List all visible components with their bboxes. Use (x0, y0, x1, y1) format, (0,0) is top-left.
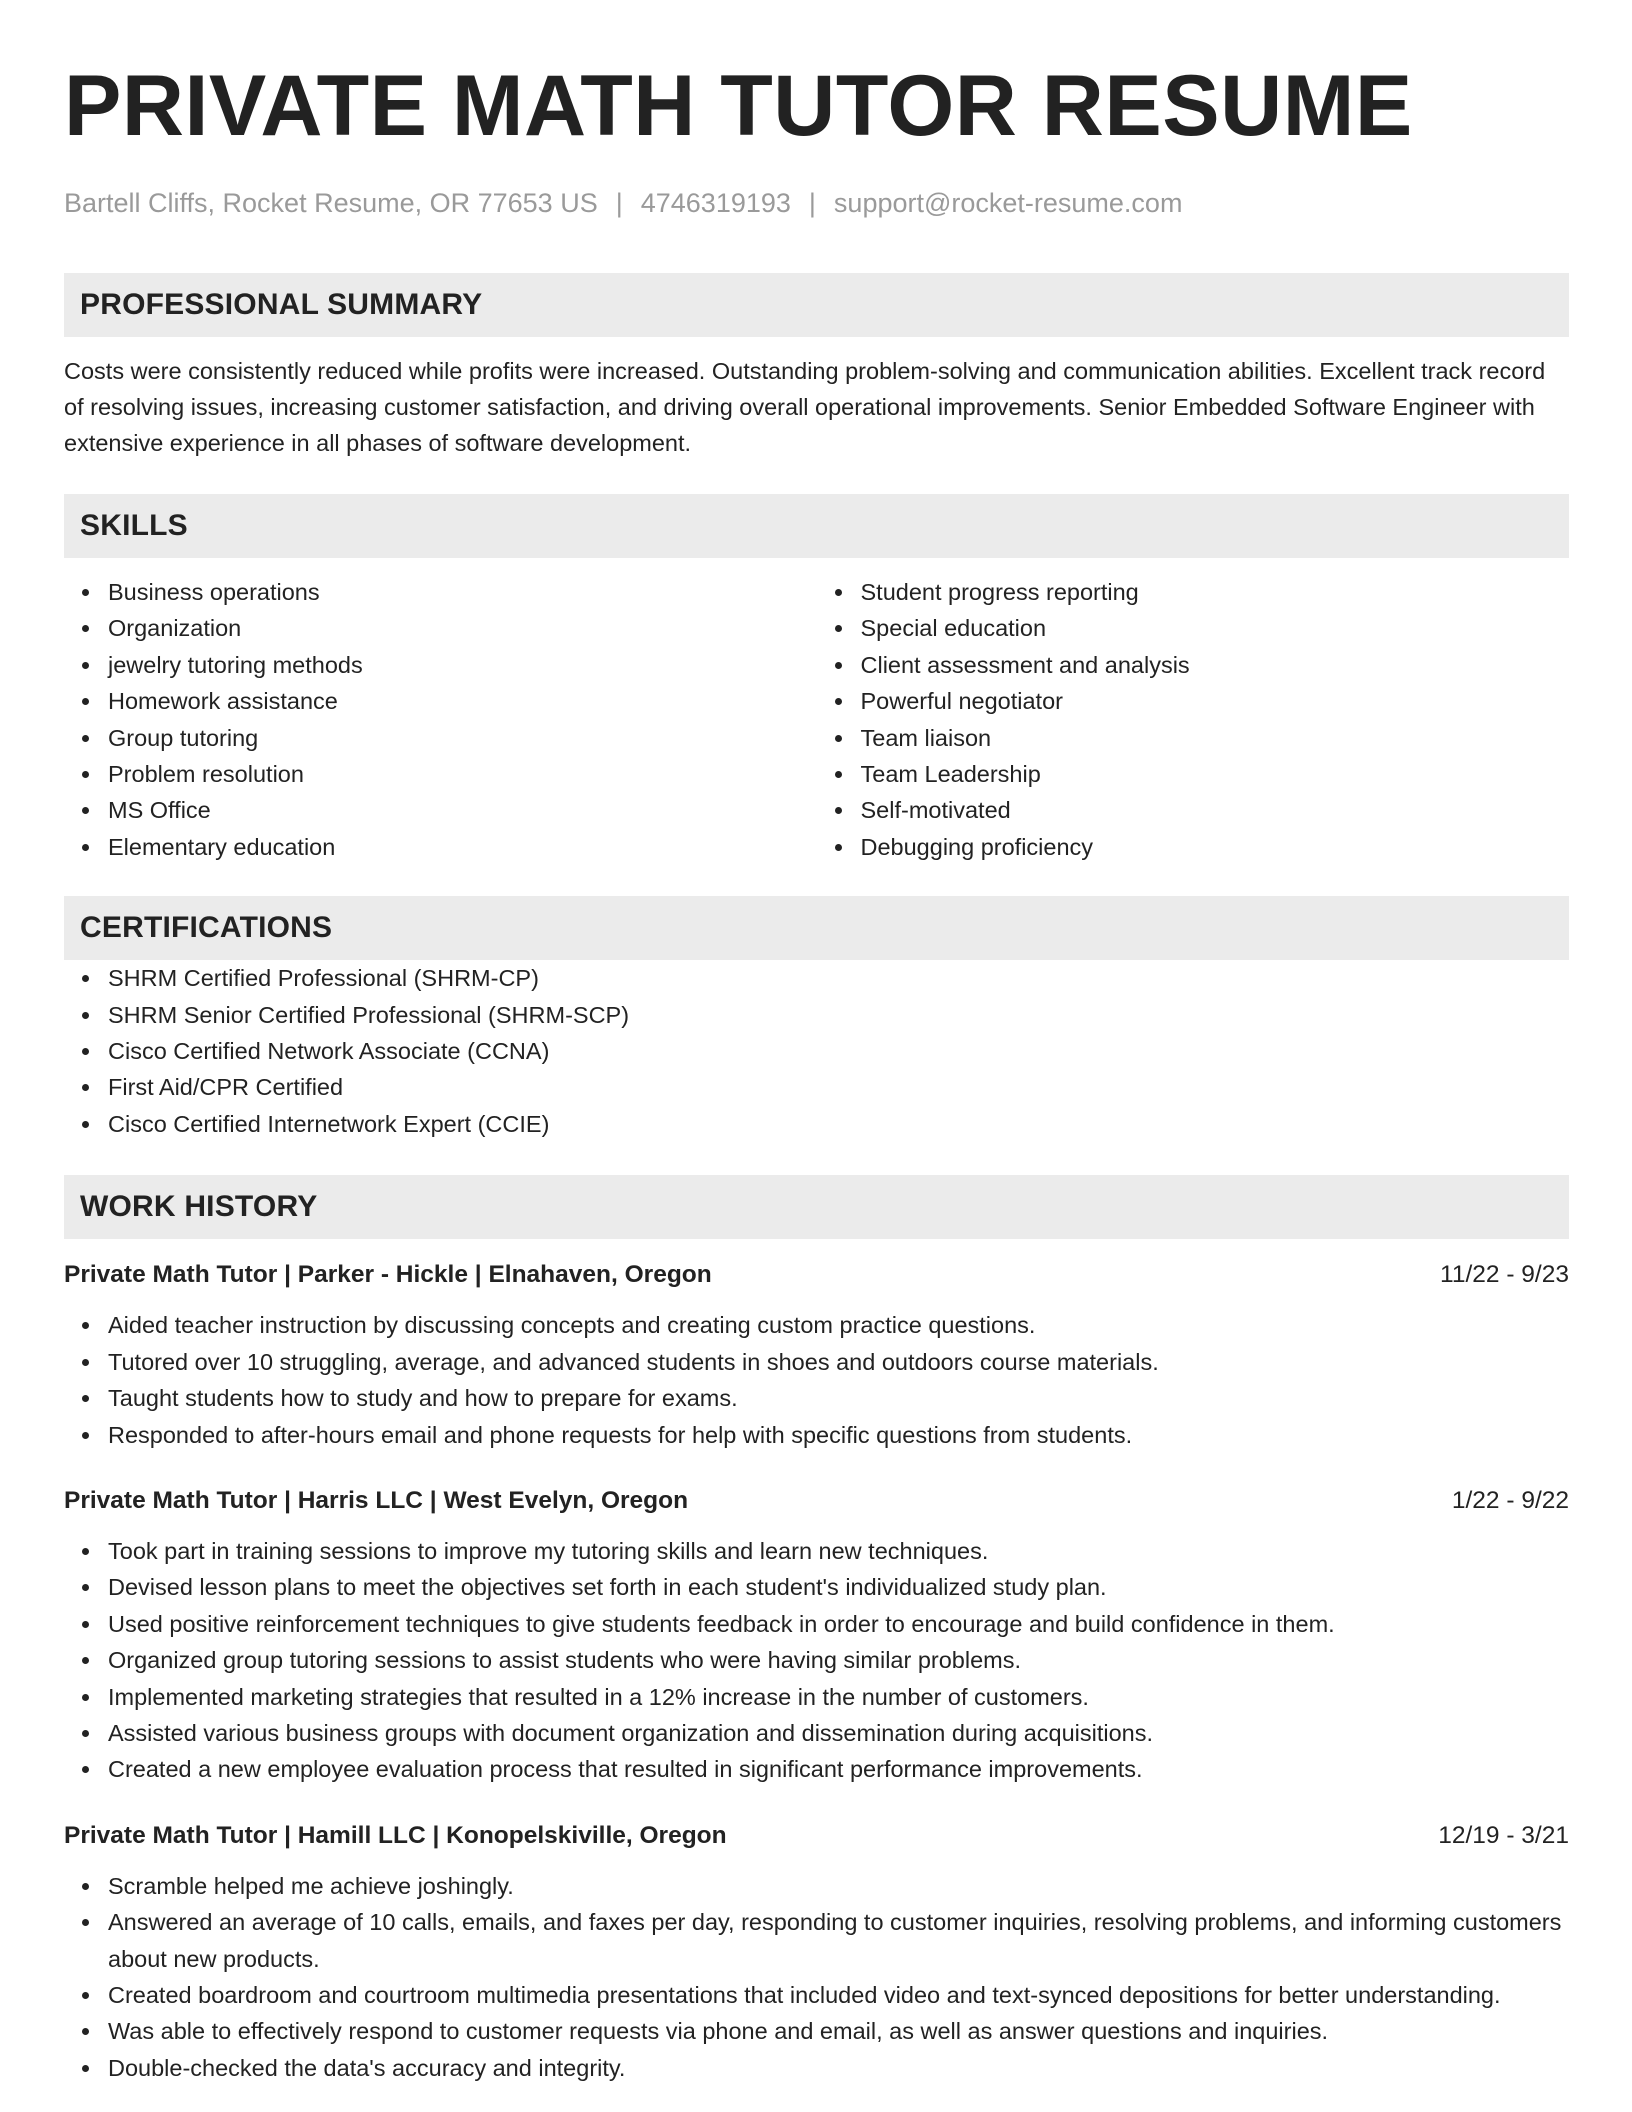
skill-item: Powerful negotiator (861, 683, 1570, 719)
job-bullets (64, 1307, 1569, 1453)
skill-item: Client assessment and analysis (861, 647, 1570, 683)
job-bullets (64, 1533, 1569, 1788)
job-bullet: Taught students how to study and how to prepare for exams. (108, 1380, 1569, 1416)
contact-separator: | (808, 188, 816, 218)
certification-item: First Aid/CPR Certified (108, 1069, 1569, 1105)
skill-item: Organization (108, 610, 817, 646)
contact-separator: | (615, 188, 623, 218)
certifications-list (64, 960, 1569, 1142)
job-bullet: Assisted various business groups with document organization and dissemination during acquisitions. (108, 1715, 1569, 1751)
skill-item: jewelry tutoring methods (108, 647, 817, 683)
job-dates: 11/22 - 9/23 (1440, 1261, 1569, 1289)
contact-address: Bartell Cliffs, Rocket Resume, OR 77653 US (64, 188, 598, 218)
skill-item: Special education (861, 610, 1570, 646)
job-bullet: Double-checked the data's accuracy and integrity. (108, 2050, 1569, 2086)
contact-email: support@rocket-resume.com (833, 188, 1183, 218)
summary-text: Costs were consistently reduced while profits were increased. Outstanding problem-solving and communication abilities. Excellent track record of resolving issues, increasing customer satisfaction, and driving overall operational improvements. Senior Embedded Software Engineer with extensive experience in all phases of software development. (64, 358, 1546, 456)
job-bullet: Scramble helped me achieve joshingly. (108, 1868, 1569, 1904)
job-bullet: Used positive reinforcement techniques to give students feedback in order to encourage and build confidence in them. (108, 1606, 1569, 1642)
job-bullets (64, 1868, 1569, 2086)
job-entry (64, 1820, 1569, 2086)
job-bullet: Answered an average of 10 calls, emails, and faxes per day, responding to customer inquiries, resolving problems, and informing customers about new products. (108, 1904, 1569, 1977)
contact-line (64, 186, 1569, 220)
job-bullet: Took part in training sessions to improve my tutoring skills and learn new techniques. (108, 1533, 1569, 1569)
job-header (64, 1820, 1569, 1852)
skills-column-right (817, 574, 1570, 865)
job-bullet: Tutored over 10 struggling, average, and advanced students in shoes and outdoors course materials. (108, 1344, 1569, 1380)
skill-item: Self-motivated (861, 792, 1570, 828)
job-bullet: Was able to effectively respond to customer requests via phone and email, as well as answer questions and inquiries. (108, 2013, 1569, 2049)
job-bullet: Devised lesson plans to meet the objectives set forth in each student's individualized study plan. (108, 1569, 1569, 1605)
job-bullet: Organized group tutoring sessions to assist students who were having similar problems. (108, 1642, 1569, 1678)
job-title: Private Math Tutor | Hamill LLC | Konopelskiville, Oregon (64, 1821, 727, 1849)
skill-item: Team liaison (861, 720, 1570, 756)
skill-item: Elementary education (108, 829, 817, 865)
skill-item: Problem resolution (108, 756, 817, 792)
skill-item: MS Office (108, 792, 817, 828)
certification-item: SHRM Certified Professional (SHRM-CP) (108, 960, 1569, 996)
job-dates: 1/22 - 9/22 (1451, 1486, 1569, 1514)
certification-item: SHRM Senior Certified Professional (SHRM-SCP) (108, 997, 1569, 1033)
job-entry (64, 1485, 1569, 1788)
job-entry (64, 1259, 1569, 1453)
section-heading-summary: PROFESSIONAL SUMMARY (64, 273, 1569, 337)
section-heading-skills: SKILLS (64, 494, 1569, 558)
skills-list (64, 574, 1569, 865)
skill-item: Group tutoring (108, 720, 817, 756)
certification-item: Cisco Certified Network Associate (CCNA) (108, 1033, 1569, 1069)
certification-item: Cisco Certified Internetwork Expert (CCIE) (108, 1106, 1569, 1142)
skill-item: Homework assistance (108, 683, 817, 719)
job-bullet: Responded to after-hours email and phone requests for help with specific questions from students. (108, 1417, 1569, 1453)
job-bullet: Aided teacher instruction by discussing concepts and creating custom practice questions. (108, 1307, 1569, 1343)
section-heading-work-history: WORK HISTORY (64, 1175, 1569, 1239)
contact-phone: 4746319193 (640, 188, 791, 218)
section-heading-certifications: CERTIFICATIONS (64, 896, 1569, 960)
job-dates: 12/19 - 3/21 (1438, 1821, 1569, 1849)
skill-item: Team Leadership (861, 756, 1570, 792)
job-header (64, 1259, 1569, 1291)
job-bullet: Created boardroom and courtroom multimedia presentations that included video and text-synced depositions for better understanding. (108, 1977, 1569, 2013)
job-bullet: Implemented marketing strategies that resulted in a 12% increase in the number of customers. (108, 1679, 1569, 1715)
page-title: PRIVATE MATH TUTOR RESUME (64, 58, 1413, 154)
job-header (64, 1485, 1569, 1517)
skill-item: Student progress reporting (861, 574, 1570, 610)
job-title: Private Math Tutor | Parker - Hickle | Elnahaven, Oregon (64, 1261, 712, 1289)
skill-item: Business operations (108, 574, 817, 610)
skill-item: Debugging proficiency (861, 829, 1570, 865)
job-title: Private Math Tutor | Harris LLC | West Evelyn, Oregon (64, 1486, 689, 1514)
job-bullet: Created a new employee evaluation process that resulted in significant performance improvements. (108, 1751, 1569, 1787)
skills-column-left (64, 574, 817, 865)
